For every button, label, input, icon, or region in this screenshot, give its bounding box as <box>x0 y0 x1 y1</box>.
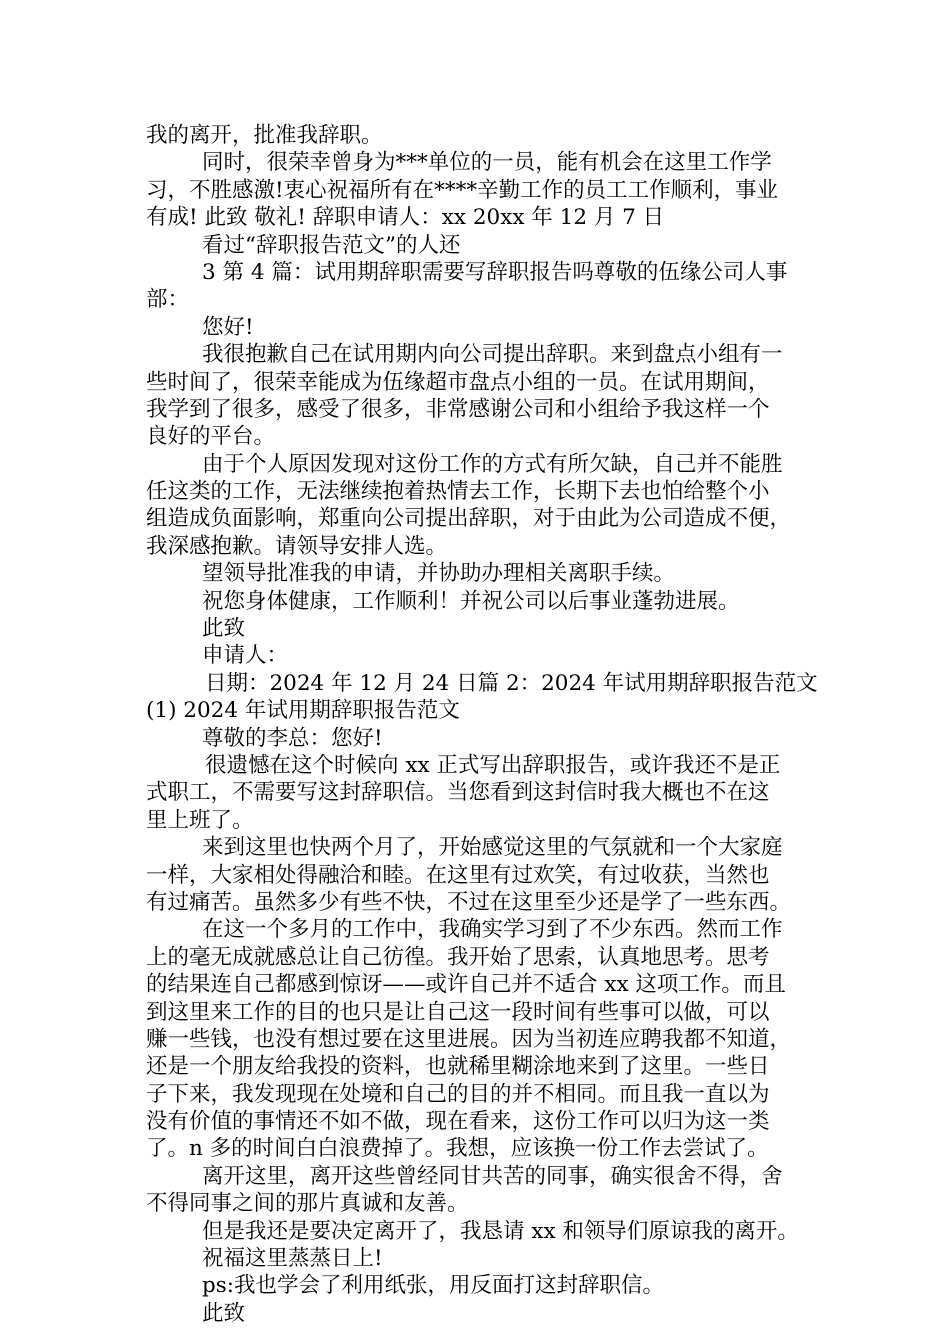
text-line: 里上班了。 <box>146 807 254 833</box>
text-line: 到这里来工作的目的也只是让自己这一段时间有些事可以做，可以 <box>146 999 770 1025</box>
text-line: 部： <box>146 287 190 313</box>
text-line: 我学到了很多，感受了很多，非常感谢公司和小组给予我这样一个 <box>146 396 770 422</box>
text-line: 来到这里也快两个月了，开始感觉这里的气氛就和一个大家庭 <box>202 835 783 861</box>
text-line: 此致 <box>202 616 246 642</box>
text-line: 祝福这里蒸蒸日上! <box>202 1246 383 1272</box>
text-line: 良好的平台。 <box>146 424 276 450</box>
text-line: 祝您身体健康，工作顺利！并祝公司以后事业蓬勃进展。 <box>202 588 740 614</box>
text-line: 很遗憾在这个时候向 xx 正式写出辞职报告，或许我还不是正 <box>205 752 781 778</box>
text-line: 我的离开，批准我辞职。 <box>146 123 383 148</box>
text-line: 上的毫无成就感总让自己彷徨。我开始了思索，认真地思考。思考 <box>146 944 770 970</box>
text-line: 尊敬的李总：您好! <box>202 725 383 751</box>
text-line: 离开这里，离开这些曾经同甘共苦的同事，确实很舍不得，舍 <box>202 1163 783 1189</box>
text-line: 但是我还是要决定离开了，我恳请 xx 和领导们原谅我的离开。 <box>202 1218 799 1244</box>
text-line: 3 第 4 篇：试用期辞职需要写辞职报告吗尊敬的伍缘公司人事 <box>202 259 788 285</box>
text-line: 日期：2024 年 12 月 24 日篇 2：2024 年试用期辞职报告范文 <box>205 670 818 696</box>
text-line: 子下来，我发现现在处境和自己的目的并不相同。而且我一直以为 <box>146 1081 770 1107</box>
text-line: 没有价值的事情还不如不做，现在看来，这份工作可以归为这一类 <box>146 1109 770 1135</box>
text-line: 的结果连自己都感到惊讶——或许自己并不适合 xx 这项工作。而且 <box>146 972 786 998</box>
text-line: ps:我也学会了利用纸张，用反面打这封辞职信。 <box>202 1273 665 1299</box>
text-line: 由于个人原因发现对这份工作的方式有所欠缺，自己并不能胜 <box>202 451 783 477</box>
text-line: 式职工，不需要写这封辞职信。当您看到这封信时我大概也不在这 <box>146 780 770 806</box>
text-line: 任这类的工作，无法继续抱着热情去工作，长期下去也怕给整个小 <box>146 479 770 505</box>
text-line: 些时间了，很荣幸能成为伍缘超市盘点小组的一员。在试用期间， <box>146 369 770 395</box>
text-line: 不得同事之间的那片真诚和友善。 <box>146 1191 469 1217</box>
text-line: 望领导批准我的申请，并协助办理相关离职手续。 <box>202 561 676 587</box>
text-line: 组造成负面影响，郑重向公司提出辞职，对于由此为公司造成不便， <box>146 506 792 532</box>
text-line: (1) 2024 年试用期辞职报告范文 <box>146 698 460 724</box>
text-line: 此致 <box>202 1300 246 1326</box>
text-line: 了。n 多的时间白白浪费掉了。我想，应该换一份工作去尝试了。 <box>146 1136 769 1162</box>
document-body <box>146 122 818 1327</box>
text-line: 有成! 此致 敬礼! 辞职申请人：xx 20xx 年 12 月 7 日 <box>146 205 665 231</box>
text-line: 看过“辞职报告范文”的人还 <box>202 232 461 258</box>
text-line: 赚一些钱，也没有想过要在这里进展。因为当初连应聘我都不知道， <box>146 1026 792 1052</box>
text-line: 您好! <box>202 314 254 340</box>
text-line: 习，不胜感激!衷心祝福所有在****辛勤工作的员工工作顺利，事业 <box>146 177 779 203</box>
text-line: 还是一个朋友给我投的资料，也就稀里糊涂地来到了这里。一些日 <box>146 1054 770 1080</box>
text-line: 申请人： <box>202 643 289 669</box>
text-line: 一样，大家相处得融洽和睦。在这里有过欢笑，有过收获，当然也 <box>146 862 770 888</box>
text-line: 我深感抱歉。请领导安排人选。 <box>146 533 448 559</box>
text-line: 同时，很荣幸曾身为***单位的一员，能有机会在这里工作学 <box>202 150 772 176</box>
text-line: 我很抱歉自己在试用期内向公司提出辞职。来到盘点小组有一 <box>202 342 783 368</box>
text-line: 有过痛苦。虽然多少有些不快，不过在这里至少还是学了一些东西。 <box>146 889 792 915</box>
text-line: 在这一个多月的工作中，我确实学习到了不少东西。然而工作 <box>202 917 783 943</box>
